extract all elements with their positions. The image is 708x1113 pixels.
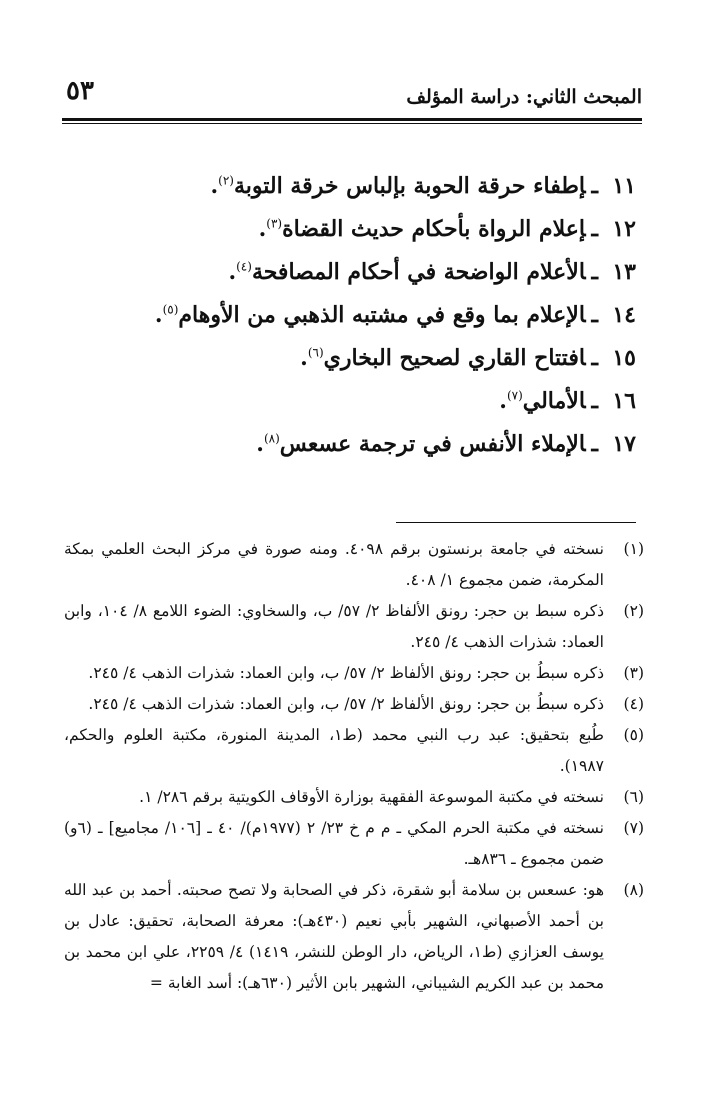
list-item: ١٧ـالإملاء الأنفس في ترجمة عسعس$^{(٨)}$. (70, 423, 636, 466)
footnote (64, 875, 644, 999)
footnote (64, 658, 644, 689)
item-end: . (300, 345, 308, 371)
item-number: ١١ (612, 173, 636, 199)
item-end: . (154, 302, 163, 328)
item-number: ١٦ (612, 388, 636, 414)
footnote-text: ذكره سبطُ بن حجر: رونق الألفاظ ٢/ ٥٧/ ب، وابن العماد: شذرات الذهب ٤/ ٢٤٥. (88, 695, 604, 713)
footnote-ref: (٦) (307, 345, 324, 360)
footnote-number: (٧) (623, 819, 644, 837)
footnote (64, 720, 644, 782)
footnote-text: هو: عسعس بن سلامة أبو شقرة، ذكر في الصحابة ولا تصح صحبته. أحمد بن عبد الله بن أحمد الأصبهاني، الشهير بأبي نعيم (٤٣٠هـ): معرفة الصحابة، تحقيق: عادل بن يوسف العزازي (ط١، الرياض، دار الوطن للنشر، ١٤١٩) ٤/ ٢٢٥٩، علي ابن محمد بن محمد بن عبد الكريم الشيباني، الشهير بابن الأثير (٦٣٠هـ): أسد الغابة = (64, 881, 604, 992)
list-item: ١٦ـالأمالي$^{(٧)}$. (70, 380, 636, 423)
footnote-ref: (٤) (236, 259, 252, 274)
footnote-text: نسخته في مكتبة الموسوعة الفقهية بوزارة الأوقاف الكويتية برقم ٢٨٦/ ١. (139, 788, 604, 806)
item-end: . (228, 259, 237, 285)
item-title: الأعلام الواضحة في أحكام المصافحة (251, 259, 586, 285)
running-header (62, 68, 642, 118)
item-end: . (258, 216, 267, 242)
footnote (64, 813, 644, 875)
item-end: . (256, 431, 264, 457)
footnote-number: (١) (623, 540, 644, 558)
item-number: ١٥ (612, 345, 636, 371)
footnote-ref: (٣) (266, 216, 283, 231)
footnote-text: ذكره سبطُ بن حجر: رونق الألفاظ ٢/ ٥٧/ ب، وابن العماد: شذرات الذهب ٤/ ٢٤٥. (88, 664, 604, 682)
item-number: ١٢ (612, 216, 636, 242)
page-number: ٥٣ (66, 76, 94, 106)
footnote (64, 689, 644, 720)
list-item: ١٤ـالإعلام بما وقع في مشتبه الذهبي من الأوهام$^{(٥)}$. (70, 294, 636, 337)
item-title: إعلام الرواة بأحكام حديث القضاة (282, 216, 586, 242)
chapter-title: المبحث الثاني: دراسة المؤلف (406, 86, 642, 108)
footnote-text: طُبع بتحقيق: عبد رب النبي محمد (ط١، المدينة المنورة، مكتبة العلوم والحكم، ١٩٨٧). (64, 726, 604, 775)
list-item: ١٢ـإعلام الرواة بأحكام حديث القضاة$^{(٣)}$. (70, 208, 636, 251)
list-item: ١٥ـافتتاح القاري لصحيح البخاري$^{(٦)}$. (70, 337, 636, 380)
footnote-number: (٤) (623, 695, 644, 713)
works-list (70, 165, 636, 466)
footnote-separator (396, 522, 636, 523)
item-title: الإملاء الأنفس في ترجمة عسعس (279, 431, 586, 457)
footnote-number: (٥) (623, 726, 644, 744)
footnote-number: (٣) (623, 664, 644, 682)
footnotes (64, 534, 644, 999)
footnote-ref: (٢) (218, 173, 234, 188)
item-number: ١٣ (612, 259, 636, 285)
item-title: إطفاء حرقة الحوبة بإلباس خرقة التوبة (233, 173, 586, 199)
footnote-ref: (٧) (506, 388, 523, 403)
item-number: ١٤ (612, 302, 636, 328)
item-end: . (210, 173, 219, 199)
header-rule-thick (62, 118, 642, 121)
list-item: ١١ـإطفاء حرقة الحوبة بإلباس خرقة التوبة$^{(٢)}$. (70, 165, 636, 208)
footnote-number: (٨) (623, 881, 644, 899)
header-rule-thin (62, 123, 642, 124)
footnote-ref: (٨) (263, 431, 280, 446)
footnote (64, 596, 644, 658)
footnote-text: نسخته في جامعة برنستون برقم ٤٠٩٨. ومنه صورة في مركز البحث العلمي بمكة المكرمة، ضمن مجموع ١/ ٤٠٨. (64, 540, 604, 589)
item-title: الإعلام بما وقع في مشتبه الذهبي من الأوهام (178, 302, 586, 328)
footnote-text: نسخته في مكتبة الحرم المكي ـ م م خ ٢٣/ ٢ (١٩٧٧م)/ ٤٠ ـ [١٠٦/ مجاميع] ـ (٦و) ضمن مجموع ـ ٨٣٦هـ. (64, 819, 604, 868)
footnote-text: ذكره سبط بن حجر: رونق الألفاظ ٢/ ٥٧/ ب، والسخاوي: الضوء اللامع ٨/ ١٠٤، وابن العماد: شذرات الذهب ٤/ ٢٤٥. (64, 602, 604, 651)
footnote (64, 534, 644, 596)
item-end: . (499, 388, 507, 414)
item-number: ١٧ (612, 431, 636, 457)
footnote-number: (٦) (623, 788, 644, 806)
footnote (64, 782, 644, 813)
footnote-ref: (٥) (162, 302, 179, 317)
item-title: الأمالي (522, 388, 586, 414)
item-title: افتتاح القاري لصحيح البخاري (323, 345, 586, 371)
list-item: ١٣ـالأعلام الواضحة في أحكام المصافحة$^{(٤)}$. (70, 251, 636, 294)
footnote-number: (٢) (623, 602, 644, 620)
